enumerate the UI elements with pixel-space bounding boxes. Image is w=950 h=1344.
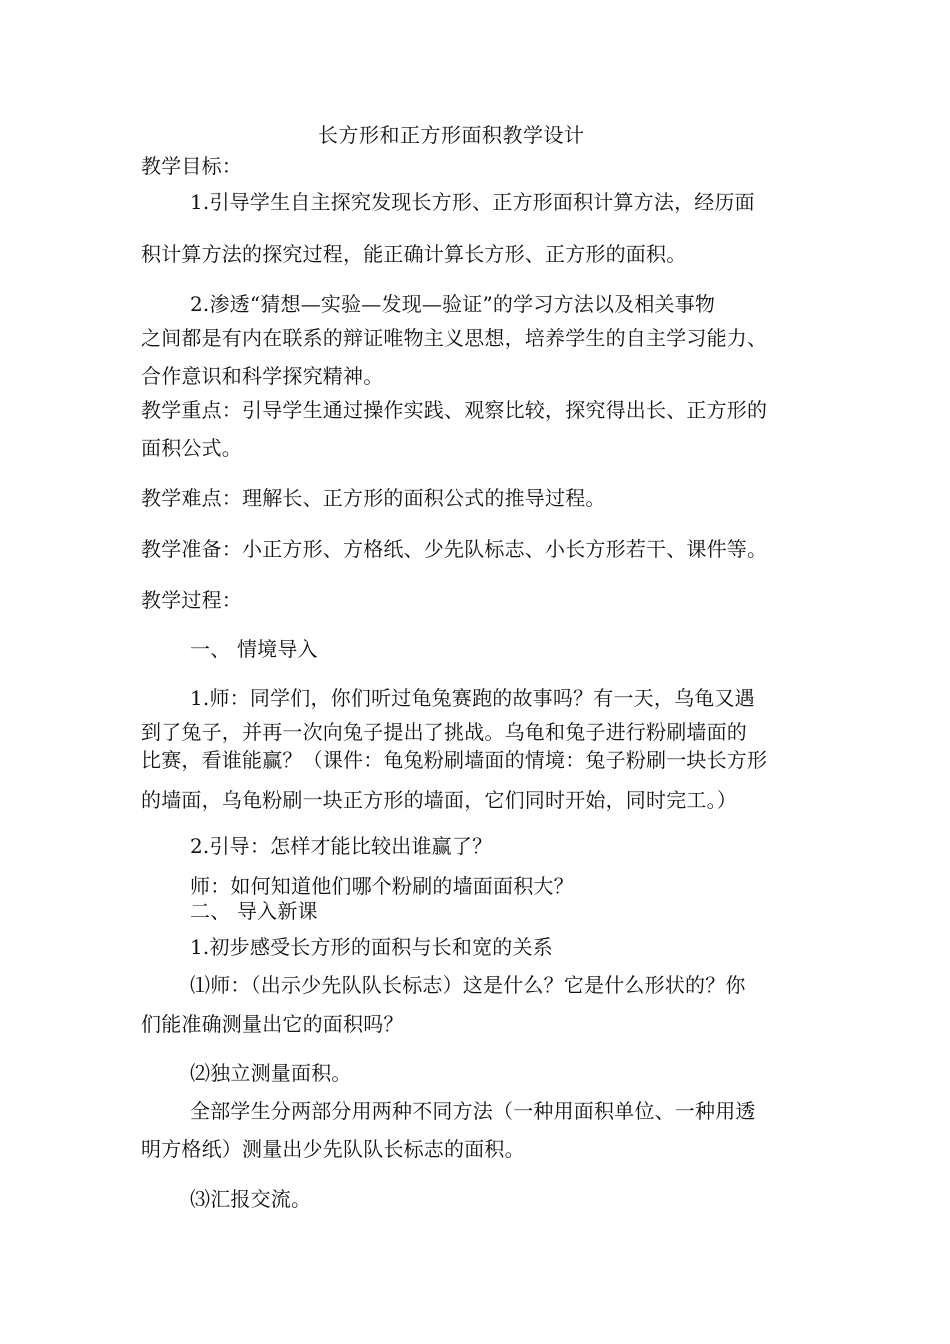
paragraph-line: ⑴师：（出示少先队队长标志）这是什么？它是什么形状的？你 — [190, 973, 746, 997]
paragraph-line: 到了兔子，并再一次向兔子提出了挑战。乌龟和兔子进行粉刷墙面的 — [141, 720, 747, 744]
paragraph-line: 的墙面，乌龟粉刷一块正方形的墙面，它们同时开始，同时完工。） — [141, 788, 737, 812]
section-heading-key-points: 教学重点：引导学生通过操作实践、观察比较，探究得出长、正方形的 — [141, 398, 768, 422]
document-title: 长方形和正方形面积教学设计 — [318, 123, 585, 147]
section-heading-objectives: 教学目标： — [141, 154, 242, 178]
paragraph-line: 2.渗透“猜想—实验—发现—验证”的学习方法以及相关事物 — [190, 292, 716, 316]
paragraph-line: 们能准确测量出它的面积吗？ — [141, 1012, 404, 1036]
section-heading-preparation: 教学准备：小正方形、方格纸、少先队标志、小长方形若干、课件等。 — [141, 537, 768, 561]
paragraph-line: 比赛，看谁能赢？（课件：龟兔粉刷墙面的情境：兔子粉刷一块长方形 — [141, 748, 768, 772]
paragraph-line: 面积公式。 — [141, 436, 242, 460]
paragraph-line: ⑶汇报交流。 — [190, 1187, 312, 1211]
paragraph-line: 明方格纸）测量出少先队队长标志的面积。 — [141, 1137, 525, 1161]
paragraph-line: 1.师：同学们，你们听过龟兔赛跑的故事吗？有一天，乌龟又遇 — [190, 686, 755, 710]
paragraph-line: 全部学生分两部分用两种不同方法（一种用面积单位、一种用透 — [190, 1099, 756, 1123]
paragraph-line: 积计算方法的探究过程，能正确计算长方形、正方形的面积。 — [141, 242, 687, 266]
paragraph-line: 1.初步感受长方形的面积与长和宽的关系 — [190, 935, 553, 959]
paragraph-line: 1.引导学生自主探究发现长方形、正方形面积计算方法，经历面 — [190, 190, 755, 214]
paragraph-line: 之间都是有内在联系的辩证唯物主义思想，培养学生的自主学习能力、 — [141, 326, 768, 350]
paragraph-line: 2.引导：怎样才能比较出谁赢了？ — [190, 834, 493, 858]
subsection-heading: 一、 情境导入 — [190, 637, 318, 661]
section-heading-process: 教学过程： — [141, 588, 242, 612]
subsection-heading: 二、 导入新课 — [190, 899, 318, 923]
paragraph-line: 师：如何知道他们哪个粉刷的墙面面积大？ — [190, 874, 574, 898]
section-heading-difficulties: 教学难点：理解长、正方形的面积公式的推导过程。 — [141, 486, 606, 510]
paragraph-line: ⑵独立测量面积。 — [190, 1061, 352, 1085]
paragraph-line: 合作意识和科学探究精神。 — [141, 364, 384, 388]
